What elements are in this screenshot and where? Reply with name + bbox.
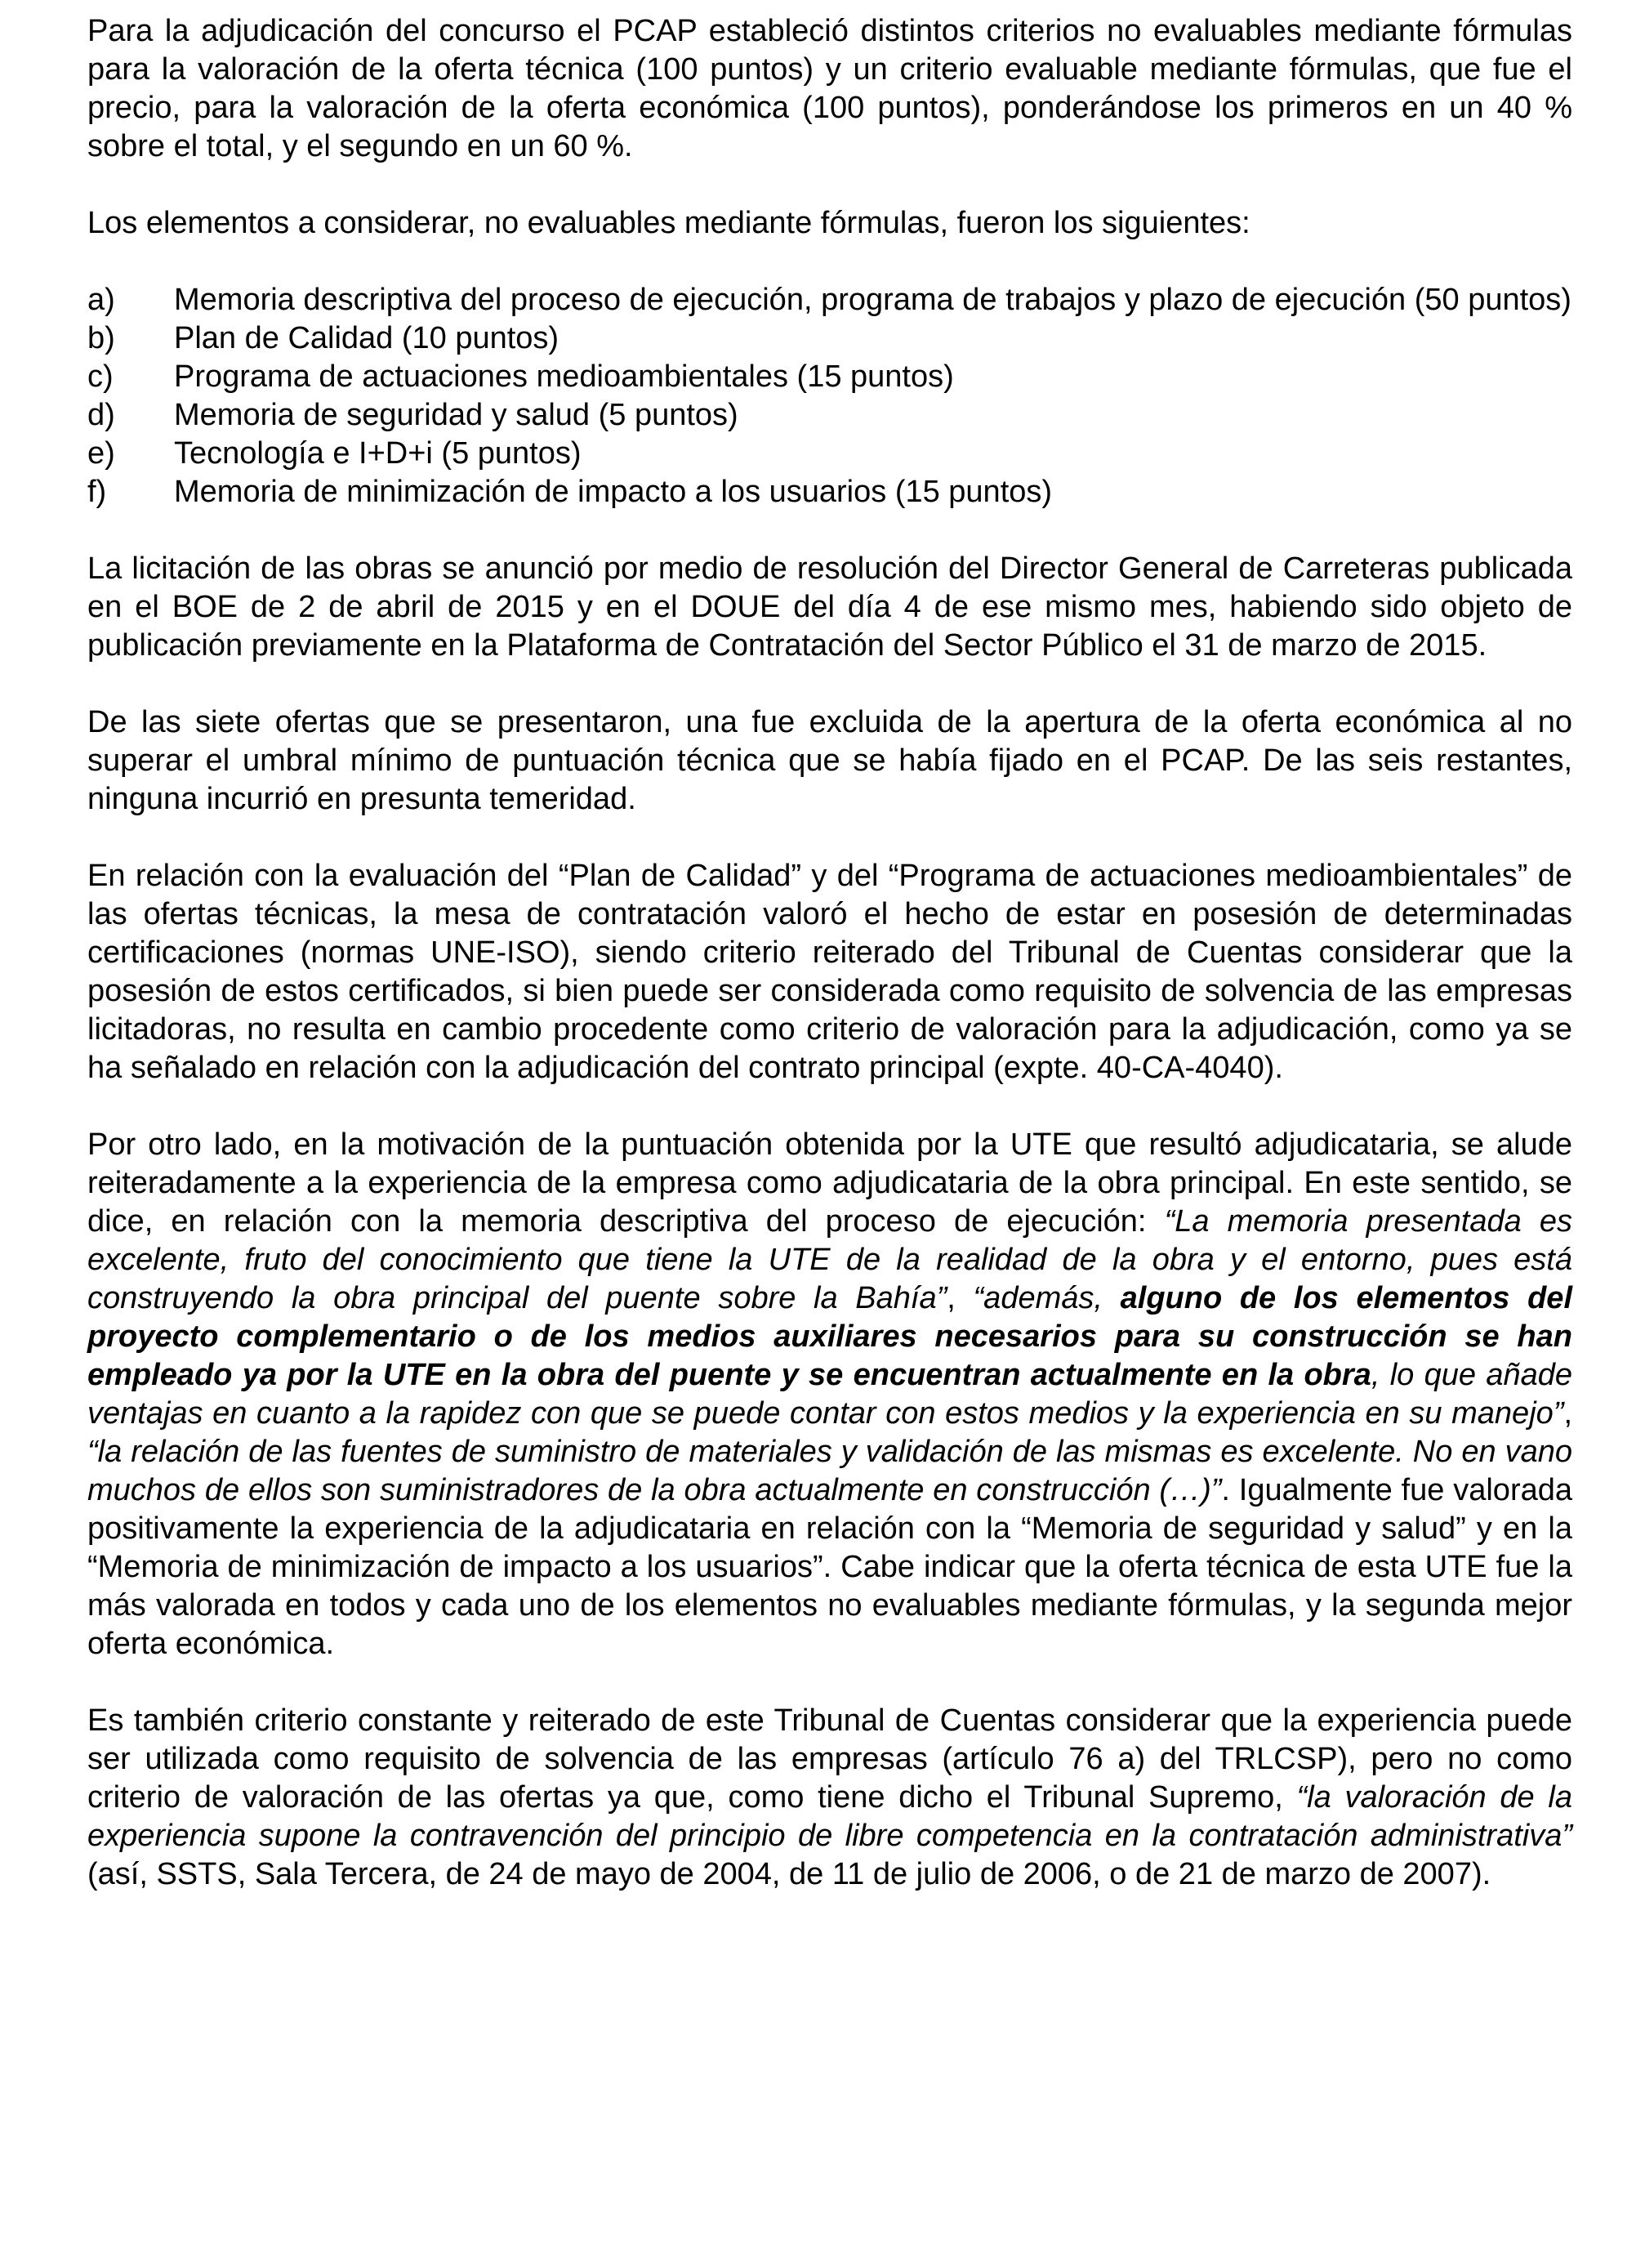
list-item (87, 435, 1572, 473)
criteria-list (87, 281, 1572, 511)
text-run: . Igualmente fue valorada positivamente la experiencia de la adjudicataria en relación con la “Memoria de seguridad y salud” y en la “Memoria de minimización de impacto a los usuarios”. Cabe indicar que la oferta técnica de esta UTE fue la más valorada en todos y cada uno de los elementos no evaluables mediante fórmulas, y la segunda mejor oferta económica. (87, 1473, 1572, 1661)
list-item-letter: f) (87, 475, 107, 509)
text-run: (así, SSTS, Sala Tercera, de 24 de mayo de 2004, de 11 de julio de 2006, o de 21 de marzo de 2007). (87, 1857, 1491, 1891)
quote-run: “La memoria presentada es excelente, fruto del conocimiento que tiene la UTE de la realidad de la obra y el entorno, pues está construyendo la obra principal del puente sobre la Bahía” (87, 1204, 1572, 1315)
list-item (87, 473, 1572, 511)
quote-run: “además, (973, 1281, 1121, 1315)
list-item-letter: c) (87, 359, 114, 394)
text-run: Es también criterio constante y reiterado de este Tribunal de Cuentas considerar que la experiencia puede ser utilizada como requisito de solvencia de las empresas (artículo 76 a) del TRLCSP), pero no como criterio de valoración de las ofertas ya que, como tiene dicho el Tribunal Supremo, (87, 1703, 1572, 1815)
quote-run: “la valoración de la experiencia supone la contravención del principio de libre competencia en la contratación administrativa” (87, 1780, 1572, 1853)
quote-run: “la relación de las fuentes de suministro de materiales y validación de las mismas es excelente. No en vano muchos de ellos son suministradores de la obra actualmente en construcción (…)” (87, 1435, 1572, 1507)
paragraph-tender-announcement: La licitación de las obras se anunció por medio de resolución del Director General de Carreteras publicada en el BOE de 2 de abril de 2015 y en el DOUE del día 4 de ese mismo mes, habiendo sido objeto de publicación previamente en la Plataforma de Contratación del Sector Público el 31 de marzo de 2015. (87, 551, 1572, 663)
list-item-text: Memoria de minimización de impacto a los usuarios (15 puntos) (174, 475, 1053, 509)
text-run: Por otro lado, en la motivación de la puntuación obtenida por la UTE que resultó adjudicataria, se alude reiteradamente a la experiencia de la empresa como adjudicataria de la obra principal. En este sentido, se dice, en relación con la memoria descriptiva del proceso de ejecución: (87, 1127, 1572, 1239)
text-run: , (1563, 1396, 1572, 1431)
document-page (87, 12, 1572, 1932)
list-item-text: Memoria descriptiva del proceso de ejecución, programa de trabajos y plazo de ejecución (50 puntos) (174, 283, 1571, 317)
list-item-letter: a) (87, 283, 115, 317)
list-item (87, 358, 1572, 396)
list-item-text: Plan de Calidad (10 puntos) (174, 321, 559, 355)
list-item-letter: d) (87, 398, 115, 432)
list-item-text: Tecnología e I+D+i (5 puntos) (174, 436, 582, 471)
list-item-letter: b) (87, 321, 115, 355)
list-item (87, 319, 1572, 358)
list-item (87, 281, 1572, 319)
list-item-letter: e) (87, 436, 115, 471)
text-run: , (947, 1281, 974, 1315)
paragraph-elements-intro: Los elementos a considerar, no evaluables mediante fórmulas, fueron los siguientes: (87, 206, 1250, 240)
quote-bold-run: alguno de los elementos del proyecto complementario o de los medios auxiliares necesarios para su construcción se han empleado ya por la UTE en la obra del puente y se encuentran actualmente en la obra (87, 1281, 1572, 1392)
paragraph-supreme-court (87, 1702, 1572, 1894)
list-item-text: Programa de actuaciones medioambientales (15 puntos) (174, 359, 954, 394)
paragraph-award-criteria: Para la adjudicación del concurso el PCAP estableció distintos criterios no evaluables mediante fórmulas para la valoración de la oferta técnica (100 puntos) y un criterio evaluable mediante fórmulas, que fue el precio, para la valoración de la oferta económica (100 puntos), ponderándose los primeros en un 40 % sobre el total, y el segundo en un 60 %. (87, 14, 1572, 163)
paragraph-experience-motivation (87, 1126, 1572, 1663)
list-item (87, 396, 1572, 435)
list-item-text: Memoria de seguridad y salud (5 puntos) (174, 398, 738, 432)
paragraph-quality-plan: En relación con la evaluación del “Plan de Calidad” y del “Programa de actuaciones medioambientales” de las ofertas técnicas, la mesa de contratación valoró el hecho de estar en posesión de determinadas certificaciones (normas UNE-ISO), siendo criterio reiterado del Tribunal de Cuentas considerar que la posesión de estos certificados, si bien puede ser considerada como requisito de solvencia de las empresas licitadoras, no resulta en cambio procedente como criterio de valoración para la adjudicación, como ya se ha señalado en relación con la adjudicación del contrato principal (expte. 40-CA-4040). (87, 859, 1572, 1085)
quote-run: , lo que añade ventajas en cuanto a la rapidez con que se puede contar con estos medios y la experiencia en su manejo” (87, 1358, 1572, 1431)
paragraph-offers: De las siete ofertas que se presentaron, una fue excluida de la apertura de la oferta económica al no superar el umbral mínimo de puntuación técnica que se había fijado en el PCAP. De las seis restantes, ninguna incurrió en presunta temeridad. (87, 705, 1572, 816)
